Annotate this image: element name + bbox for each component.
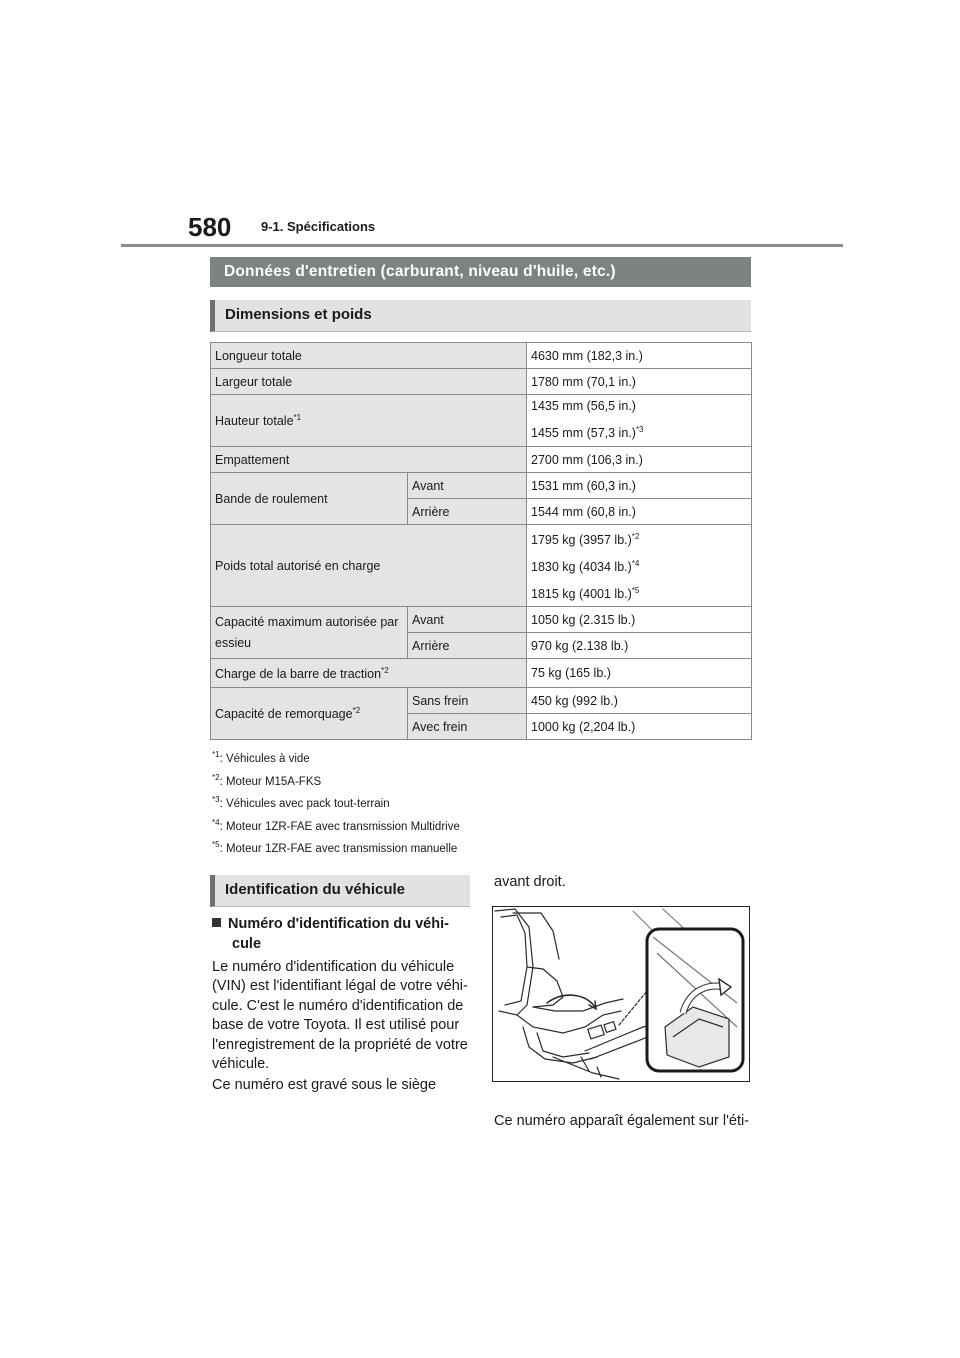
row-sublabel: Sans frein	[408, 688, 527, 714]
paragraph-line: (VIN) est l'identifiant légal de votre véhi-	[212, 978, 468, 995]
footnote-marker: *1	[293, 412, 302, 422]
row-value: 1000 kg (2,204 lb.)	[527, 714, 752, 740]
footnote-marker: *5	[631, 586, 640, 596]
row-label: Longueur totale	[211, 343, 527, 369]
header-divider	[121, 244, 843, 247]
row-value-cell	[527, 395, 752, 447]
row-value-line	[531, 552, 747, 579]
row-value: 1544 mm (60,8 in.)	[527, 499, 752, 525]
row-value: 1795 kg (3957 lb.)	[531, 533, 632, 548]
row-label-cell	[211, 395, 527, 447]
row-value-line	[531, 418, 747, 445]
vin-subheading-text: Numéro d'identification du véhi-	[228, 916, 449, 932]
table-row	[211, 659, 752, 688]
row-value: 450 kg (992 lb.)	[527, 688, 752, 714]
row-value: 1780 mm (70,1 in.)	[527, 369, 752, 395]
footnote	[212, 789, 460, 812]
identification-heading: Identification du véhicule	[210, 875, 470, 907]
footnote-mark: *2	[212, 772, 220, 782]
row-value-cell	[527, 525, 752, 607]
dimensions-heading: Dimensions et poids	[210, 300, 751, 332]
vin-paragraph	[212, 958, 474, 1074]
row-label: Capacité maximum autorisée par essieu	[211, 607, 408, 659]
footnote	[212, 812, 460, 835]
table-row	[211, 688, 752, 714]
table-row	[211, 395, 752, 447]
vin-subheading-line: cule	[232, 936, 262, 952]
vin-subheading	[212, 914, 472, 954]
row-value: 1531 mm (60,3 in.)	[527, 473, 752, 499]
table-row	[211, 447, 752, 473]
vin-engraved-text: Ce numéro est gravé sous le siège	[212, 1077, 437, 1093]
table-row	[211, 607, 752, 633]
footnote-text: : Véhicules à vide	[219, 752, 310, 765]
dimensions-table	[210, 342, 752, 740]
row-label: Charge de la barre de traction	[215, 667, 382, 682]
row-value: 2700 mm (106,3 in.)	[527, 447, 752, 473]
column2-continuation: avant droit.	[494, 874, 566, 890]
paragraph-line: l'enregistrement de la propriété de votre	[212, 1036, 468, 1053]
row-value-line	[531, 579, 747, 606]
seat-vin-illustration	[492, 906, 750, 1082]
footnote	[212, 834, 460, 857]
footnote-marker: *3	[635, 425, 644, 435]
footnotes	[212, 744, 460, 857]
footnote-mark: *5	[212, 840, 220, 849]
row-value: 1435 mm (56,5 in.)	[531, 399, 636, 414]
row-value: 1050 kg (2.315 lb.)	[527, 607, 752, 633]
paragraph-line: véhicule.	[212, 1056, 270, 1073]
row-label-cell	[211, 688, 408, 740]
footnote-marker: *4	[631, 559, 640, 569]
footnote-text: : Véhicules avec pack tout-terrain	[219, 797, 390, 810]
paragraph-line: cule. C'est le numéro d'identification de	[212, 997, 464, 1014]
section-reference: 9-1. Spécifications	[261, 219, 376, 234]
row-value: 1455 mm (57,3 in.)	[531, 426, 636, 441]
row-value: 1815 kg (4001 lb.)	[531, 587, 632, 602]
table-row	[211, 473, 752, 499]
row-label: Empattement	[211, 447, 527, 473]
footnote	[212, 744, 460, 767]
row-value: 75 kg (165 lb.)	[527, 659, 752, 688]
row-label: Largeur totale	[211, 369, 527, 395]
row-label: Capacité de remorquage	[215, 707, 353, 722]
row-sublabel: Arrière	[408, 633, 527, 659]
footnote-text: : Moteur M15A-FKS	[219, 775, 322, 788]
row-value-line	[531, 525, 747, 552]
row-label-cell	[211, 659, 527, 688]
table-row	[211, 343, 752, 369]
table-row	[211, 369, 752, 395]
vin-subheading-line	[212, 914, 472, 934]
footnote-mark: *3	[212, 795, 220, 804]
section-banner: Données d'entretien (carburant, niveau d'huile, etc.)	[210, 257, 751, 287]
footnote-mark: *4	[212, 817, 220, 827]
table-row	[211, 525, 752, 607]
row-label: Poids total autorisé en charge	[211, 525, 527, 607]
footnote-marker: *2	[631, 532, 640, 541]
paragraph-line: base de votre Toyota. Il est utilisé pour	[212, 1017, 460, 1034]
row-sublabel: Avant	[408, 473, 527, 499]
column2-bottom-text: Ce numéro apparaît également sur l'éti-	[494, 1113, 750, 1129]
seat-illustration-svg	[493, 907, 749, 1081]
footnote-mark: *1	[212, 750, 220, 759]
row-label: Bande de roulement	[211, 473, 408, 525]
square-bullet-icon	[212, 918, 221, 927]
footnote-marker: *2	[381, 665, 389, 675]
footnote-text: : Moteur 1ZR-FAE avec transmission Multidrive	[219, 820, 460, 833]
row-label: Hauteur totale	[215, 414, 294, 429]
row-value: 1830 kg (4034 lb.)	[531, 560, 632, 575]
row-sublabel: Avant	[408, 607, 527, 633]
page-number: 580	[188, 212, 232, 242]
row-sublabel: Avec frein	[408, 714, 527, 740]
footnote-marker: *2	[352, 706, 361, 716]
footnote	[212, 767, 460, 790]
paragraph-line: Le numéro d'identification du véhicule	[212, 959, 455, 975]
footnote-text: : Moteur 1ZR-FAE avec transmission manuelle	[219, 842, 458, 855]
row-sublabel: Arrière	[408, 499, 527, 525]
row-value: 4630 mm (182,3 in.)	[527, 343, 752, 369]
row-value: 970 kg (2.138 lb.)	[527, 633, 752, 659]
